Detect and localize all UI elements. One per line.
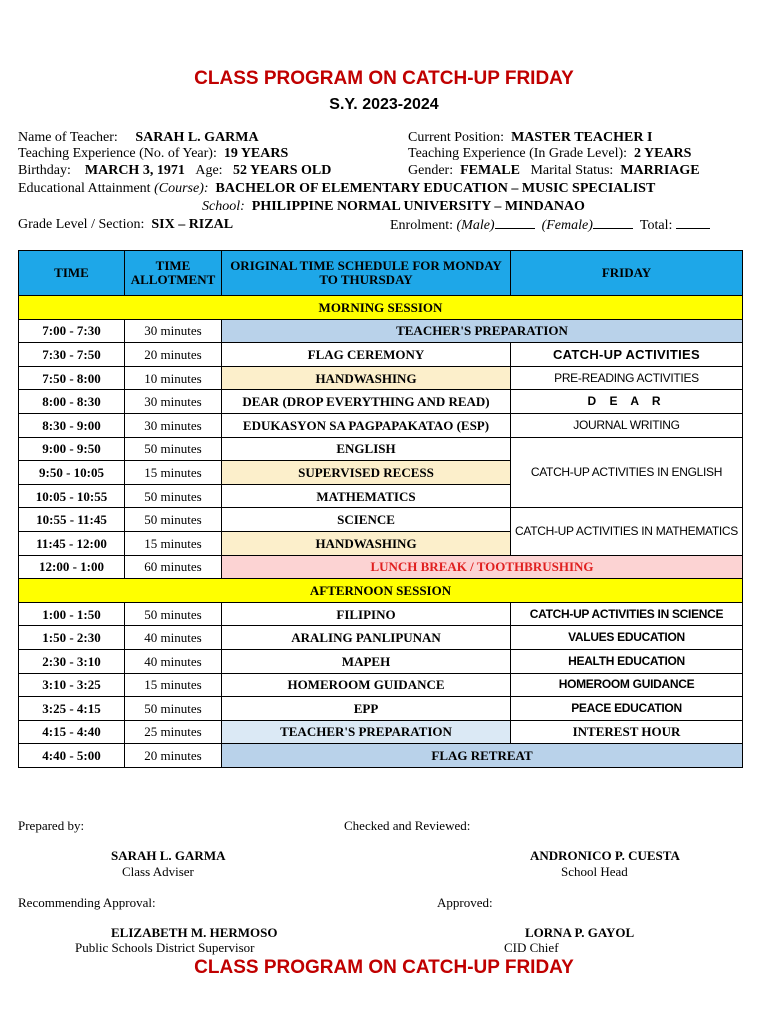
teacher-name: SARAH L. GARMA — [135, 130, 259, 145]
subject-cell: FLAG CEREMONY — [222, 343, 511, 367]
allotment-cell: 50 minutes — [125, 437, 222, 461]
time-cell: 8:00 - 8:30 — [19, 390, 125, 414]
friday-cell: CATCH-UP ACTIVITIES IN SCIENCE — [511, 602, 743, 626]
allotment-cell: 40 minutes — [125, 626, 222, 650]
label: Age: — [195, 163, 223, 178]
label: School: — [202, 199, 245, 214]
session-row — [19, 296, 743, 320]
time-cell: 10:55 - 11:45 — [19, 508, 125, 532]
subject-cell: HANDWASHING — [222, 366, 511, 390]
label: (Male) — [456, 218, 495, 233]
approved-name: LORNA P. GAYOL — [525, 925, 635, 940]
subject-cell: HOMEROOM GUIDANCE — [222, 673, 511, 697]
experience-grade-value: 2 YEARS — [634, 146, 692, 161]
subject-cell: SUPERVISED RECESS — [222, 461, 511, 485]
allotment-cell: 15 minutes — [125, 461, 222, 485]
time-cell: 2:30 - 3:10 — [19, 649, 125, 673]
experience-years-line — [18, 146, 288, 162]
teacher-name-line — [18, 130, 259, 146]
recommending-role: Public Schools District Supervisor — [75, 940, 255, 955]
education-line — [18, 181, 655, 197]
table-row — [19, 649, 743, 673]
position-value: MASTER TEACHER I — [511, 130, 653, 145]
time-cell: 1:00 - 1:50 — [19, 602, 125, 626]
allotment-cell: 30 minutes — [125, 390, 222, 414]
marital-value: MARRIAGE — [620, 163, 700, 178]
subject-cell: ARALING PANLIPUNAN — [222, 626, 511, 650]
prepared-role: Class Adviser — [122, 864, 194, 879]
subject-cell: SCIENCE — [222, 508, 511, 532]
time-cell: 10:05 - 10:55 — [19, 484, 125, 508]
allotment-cell: 15 minutes — [125, 673, 222, 697]
experience-years-value: 19 YEARS — [223, 146, 289, 161]
afternoon-session: AFTERNOON SESSION — [19, 579, 743, 603]
subject-cell: EPP — [222, 697, 511, 721]
footer-title: CLASS PROGRAM ON CATCH-UP FRIDAY — [194, 957, 574, 978]
table-row — [19, 319, 743, 343]
session-row — [19, 579, 743, 603]
recommending-label: Recommending Approval: — [18, 895, 156, 910]
allotment-cell: 50 minutes — [125, 602, 222, 626]
prepared-name: SARAH L. GARMA — [111, 848, 226, 863]
table-row — [19, 697, 743, 721]
morning-session: MORNING SESSION — [19, 296, 743, 320]
allotment-cell: 10 minutes — [125, 366, 222, 390]
table-row — [19, 673, 743, 697]
allotment-cell: 25 minutes — [125, 720, 222, 744]
time-cell: 3:10 - 3:25 — [19, 673, 125, 697]
friday-cell: CATCH-UP ACTIVITIES — [511, 343, 743, 367]
friday-cell: HEALTH EDUCATION — [511, 649, 743, 673]
checked-role: School Head — [561, 864, 628, 879]
time-cell: 1:50 - 2:30 — [19, 626, 125, 650]
allotment-cell: 40 minutes — [125, 649, 222, 673]
recommending-name: ELIZABETH M. HERMOSO — [111, 925, 278, 940]
allotment-cell: 30 minutes — [125, 319, 222, 343]
time-cell: 11:45 - 12:00 — [19, 531, 125, 555]
table-row — [19, 413, 743, 437]
time-cell: 7:30 - 7:50 — [19, 343, 125, 367]
approved-role: CID Chief — [504, 940, 559, 955]
checked-name: ANDRONICO P. CUESTA — [530, 848, 680, 863]
birthday-value: MARCH 3, 1971 — [84, 163, 185, 178]
approved-label: Approved: — [437, 895, 493, 910]
time-cell: 4:40 - 5:00 — [19, 744, 125, 768]
time-cell: 9:50 - 10:05 — [19, 461, 125, 485]
age-value: 52 YEARS OLD — [233, 163, 332, 178]
subject-cell: DEAR (DROP EVERYTHING AND READ) — [222, 390, 511, 414]
friday-cell: PRE-READING ACTIVITIES — [511, 366, 743, 390]
subject-cell: LUNCH BREAK / TOOTHBRUSHING — [222, 555, 743, 579]
schedule-table — [18, 250, 743, 768]
friday-cell: D E A R — [511, 390, 743, 414]
friday-cell: CATCH-UP ACTIVITIES IN MATHEMATICS — [511, 508, 743, 555]
label: (Course): — [154, 181, 209, 196]
label: (Female) — [541, 218, 593, 233]
allotment-cell: 50 minutes — [125, 508, 222, 532]
friday-cell: HOMEROOM GUIDANCE — [511, 673, 743, 697]
course-value: BACHELOR OF ELEMENTARY EDUCATION – MUSIC SPECIALIST — [215, 181, 656, 196]
table-row — [19, 343, 743, 367]
allotment-cell: 20 minutes — [125, 744, 222, 768]
school-year: S.Y. 2023-2024 — [329, 96, 439, 113]
checked-label: Checked and Reviewed: — [344, 818, 471, 833]
header-allotment: TIME ALLOTMENT — [125, 251, 222, 296]
table-row — [19, 508, 743, 532]
allotment-cell: 50 minutes — [125, 697, 222, 721]
friday-cell: INTEREST HOUR — [511, 720, 743, 744]
label: Gender: — [408, 163, 454, 178]
label: Grade Level / Section: — [18, 217, 145, 232]
time-cell: 8:30 - 9:00 — [19, 413, 125, 437]
subject-cell: TEACHER'S PREPARATION — [222, 720, 511, 744]
allotment-cell: 30 minutes — [125, 413, 222, 437]
gender-line — [408, 163, 700, 179]
table-row — [19, 744, 743, 768]
time-cell: 3:25 - 4:15 — [19, 697, 125, 721]
label: Teaching Experience (No. of Year): — [18, 146, 217, 161]
female-blank[interactable] — [593, 217, 633, 229]
time-cell: 4:15 - 4:40 — [19, 720, 125, 744]
time-cell: 9:00 - 9:50 — [19, 437, 125, 461]
page-title: CLASS PROGRAM ON CATCH-UP FRIDAY — [194, 68, 574, 89]
header-friday: FRIDAY — [511, 251, 743, 296]
table-row — [19, 602, 743, 626]
subject-cell: ENGLISH — [222, 437, 511, 461]
grade-line — [18, 217, 233, 233]
subject-cell: TEACHER'S PREPARATION — [222, 319, 743, 343]
friday-cell: PEACE EDUCATION — [511, 697, 743, 721]
table-row — [19, 555, 743, 579]
table-row — [19, 366, 743, 390]
allotment-cell: 50 minutes — [125, 484, 222, 508]
enrolment-line — [390, 217, 710, 234]
header-original: ORIGINAL TIME SCHEDULE FOR MONDAY TO THURSDAY — [222, 251, 511, 296]
subject-cell: EDUKASYON SA PAGPAPAKATAO (ESP) — [222, 413, 511, 437]
subject-cell: FLAG RETREAT — [222, 744, 743, 768]
table-row — [19, 437, 743, 461]
label: Name of Teacher: — [18, 130, 118, 145]
label: Teaching Experience (In Grade Level): — [408, 146, 628, 161]
table-row — [19, 720, 743, 744]
subject-cell: MATHEMATICS — [222, 484, 511, 508]
time-cell: 12:00 - 1:00 — [19, 555, 125, 579]
friday-cell: VALUES EDUCATION — [511, 626, 743, 650]
table-row — [19, 390, 743, 414]
table-row — [19, 626, 743, 650]
time-cell: 7:00 - 7:30 — [19, 319, 125, 343]
label: Birthday: — [18, 163, 71, 178]
label: Enrolment: — [390, 218, 453, 233]
experience-grade-line — [408, 146, 691, 162]
grade-value: SIX – RIZAL — [151, 217, 234, 232]
table-header-row — [19, 251, 743, 296]
label: Educational Attainment — [18, 181, 151, 196]
subject-cell: MAPEH — [222, 649, 511, 673]
prepared-label: Prepared by: — [18, 818, 85, 833]
position-line — [408, 130, 652, 146]
gender-value: FEMALE — [460, 163, 520, 178]
allotment-cell: 60 minutes — [125, 555, 222, 579]
male-blank[interactable] — [495, 217, 535, 229]
birthday-line — [18, 163, 331, 179]
total-blank[interactable] — [676, 217, 710, 229]
label: Current Position: — [408, 130, 505, 145]
time-cell: 7:50 - 8:00 — [19, 366, 125, 390]
subject-cell: HANDWASHING — [222, 531, 511, 555]
friday-cell: JOURNAL WRITING — [511, 413, 743, 437]
friday-cell: CATCH-UP ACTIVITIES IN ENGLISH — [511, 437, 743, 508]
allotment-cell: 20 minutes — [125, 343, 222, 367]
allotment-cell: 15 minutes — [125, 531, 222, 555]
subject-cell: FILIPINO — [222, 602, 511, 626]
school-value: PHILIPPINE NORMAL UNIVERSITY – MINDANAO — [251, 199, 585, 214]
label: Total: — [639, 218, 673, 233]
header-time: TIME — [19, 251, 125, 296]
school-line — [202, 199, 585, 215]
label: Marital Status: — [530, 163, 614, 178]
